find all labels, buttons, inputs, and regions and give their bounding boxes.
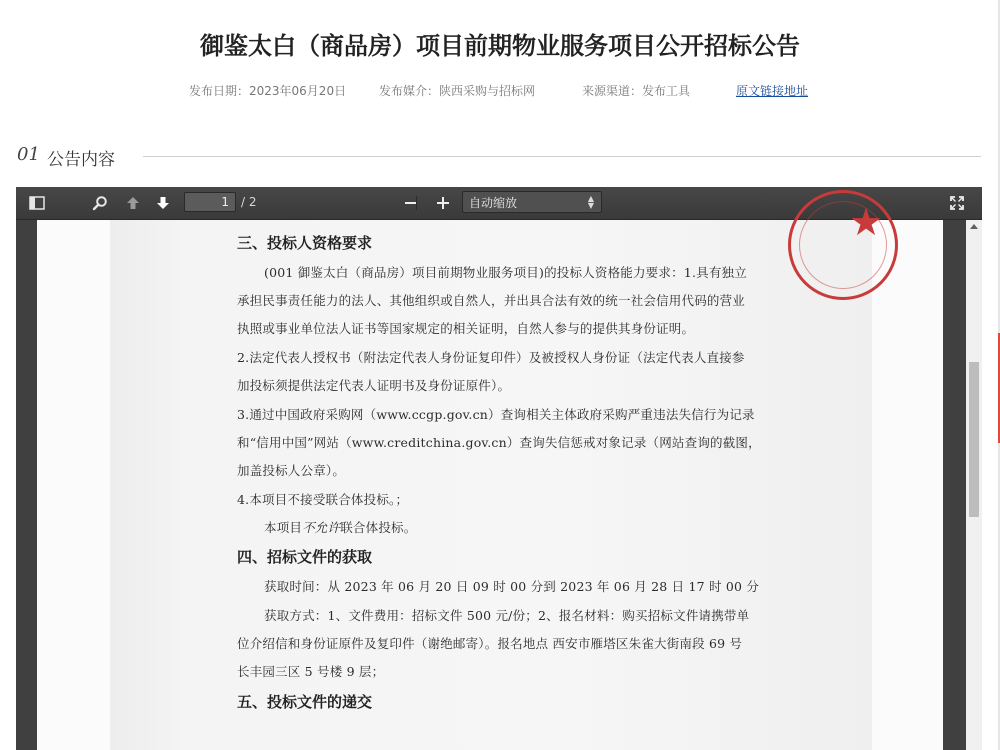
next-page-button[interactable] bbox=[150, 191, 176, 215]
find-button[interactable] bbox=[87, 191, 113, 215]
doc-line: 承担民事责任能力的法人、其他组织或自然人，并出具合法有效的统一社会信用代码的营业 bbox=[237, 293, 746, 308]
doc-line: 获取方式：1、文件费用：招标文件 500 元/份；2、报名材料：购买招标文件请携带单 bbox=[264, 608, 750, 623]
doc-line: 3.通过中国政府采购网（www.ccgp.gov.cn）查询相关主体政府采购严重违法失信行为记录 bbox=[237, 407, 755, 422]
zoom-select[interactable] bbox=[462, 191, 602, 213]
page-total: / 2 bbox=[241, 195, 257, 209]
page-number-input[interactable] bbox=[184, 192, 236, 212]
doc-line: 加盖投标人公章）。 bbox=[237, 463, 346, 478]
sidebar-toggle-icon bbox=[29, 196, 45, 210]
section-divider bbox=[143, 156, 981, 157]
doc-text-italic: 不允许 bbox=[302, 520, 341, 535]
arrow-up-icon bbox=[125, 195, 141, 211]
publish-date: 发布日期：2023年06月20日 bbox=[189, 84, 347, 98]
viewer-scrollbar[interactable] bbox=[966, 220, 982, 750]
section-header bbox=[17, 144, 981, 168]
presentation-mode-button[interactable] bbox=[944, 191, 970, 215]
zoom-select-value: 自动缩放 bbox=[469, 195, 518, 210]
pdf-viewer bbox=[16, 187, 982, 750]
original-link[interactable]: 原文链接地址 bbox=[736, 84, 809, 98]
sidebar-toggle-button[interactable] bbox=[24, 191, 50, 215]
previous-page-button[interactable] bbox=[120, 191, 146, 215]
doc-text: 本项目 bbox=[264, 520, 303, 535]
doc-heading-4: 四、招标文件的获取 bbox=[237, 548, 373, 566]
zoom-in-button[interactable] bbox=[430, 191, 456, 215]
plus-icon bbox=[436, 196, 450, 210]
doc-line: 获取时间：从 2023 年 06 月 20 日 09 时 00 分到 2023 年 06 月 28 日 17 时 00 分 bbox=[264, 579, 760, 594]
publish-media: 发布媒介：陕西采购与招标网 bbox=[379, 84, 536, 98]
official-seal bbox=[788, 200, 884, 300]
section-label: 公告内容 bbox=[47, 150, 115, 170]
doc-line: 执照或事业单位法人证书等国家规定的相关证明，自然人参与的提供其身份证明。 bbox=[237, 321, 695, 336]
doc-heading-3: 三、投标人资格要求 bbox=[237, 234, 373, 252]
doc-line: 和“信用中国”网站（www.creditchina.gov.cn）查询失信惩戒对象记录（网站查询的截图， bbox=[237, 435, 761, 450]
viewer-scrollbar-thumb[interactable] bbox=[969, 362, 979, 517]
doc-line: 2.法定代表人授权书（附法定代表人身份证复印件）及被授权人身份证（法定代表人直接参 bbox=[237, 350, 745, 365]
doc-line: 位介绍信和身份证原件及复印件（谢绝邮寄）。报名地点 西安市雁塔区朱雀大街南段 69 号 bbox=[237, 636, 743, 651]
arrow-down-icon bbox=[155, 195, 171, 211]
scroll-up-icon[interactable] bbox=[970, 224, 978, 229]
doc-heading-5: 五、投标文件的递交 bbox=[237, 693, 373, 711]
doc-line: 加投标须提供法定代表人证明书及身份证原件）。 bbox=[237, 378, 511, 393]
doc-line: 长丰园三区 5 号楼 9 层； bbox=[237, 664, 385, 679]
zoom-out-button[interactable] bbox=[398, 191, 424, 215]
search-icon bbox=[92, 195, 108, 211]
doc-line: (001 御鉴太白（商品房）项目前期物业服务项目)的投标人资格能力要求：1.具有独立 bbox=[264, 265, 747, 280]
doc-line: 4.本项目不接受联合体投标。； bbox=[237, 492, 409, 507]
doc-text: 联合体投标。 bbox=[340, 520, 417, 535]
page-title: 御鉴太白（商品房）项目前期物业服务项目公开招标公告 bbox=[200, 32, 800, 60]
toolbar-divider bbox=[416, 196, 417, 210]
seal-star-icon: ★ bbox=[849, 200, 884, 244]
select-arrows-icon: ▲ ▼ bbox=[587, 194, 594, 210]
section-number: 01 bbox=[17, 144, 40, 165]
fullscreen-icon bbox=[949, 195, 965, 211]
source-channel: 来源渠道：发布工具 bbox=[582, 84, 691, 98]
doc-line bbox=[264, 518, 416, 536]
